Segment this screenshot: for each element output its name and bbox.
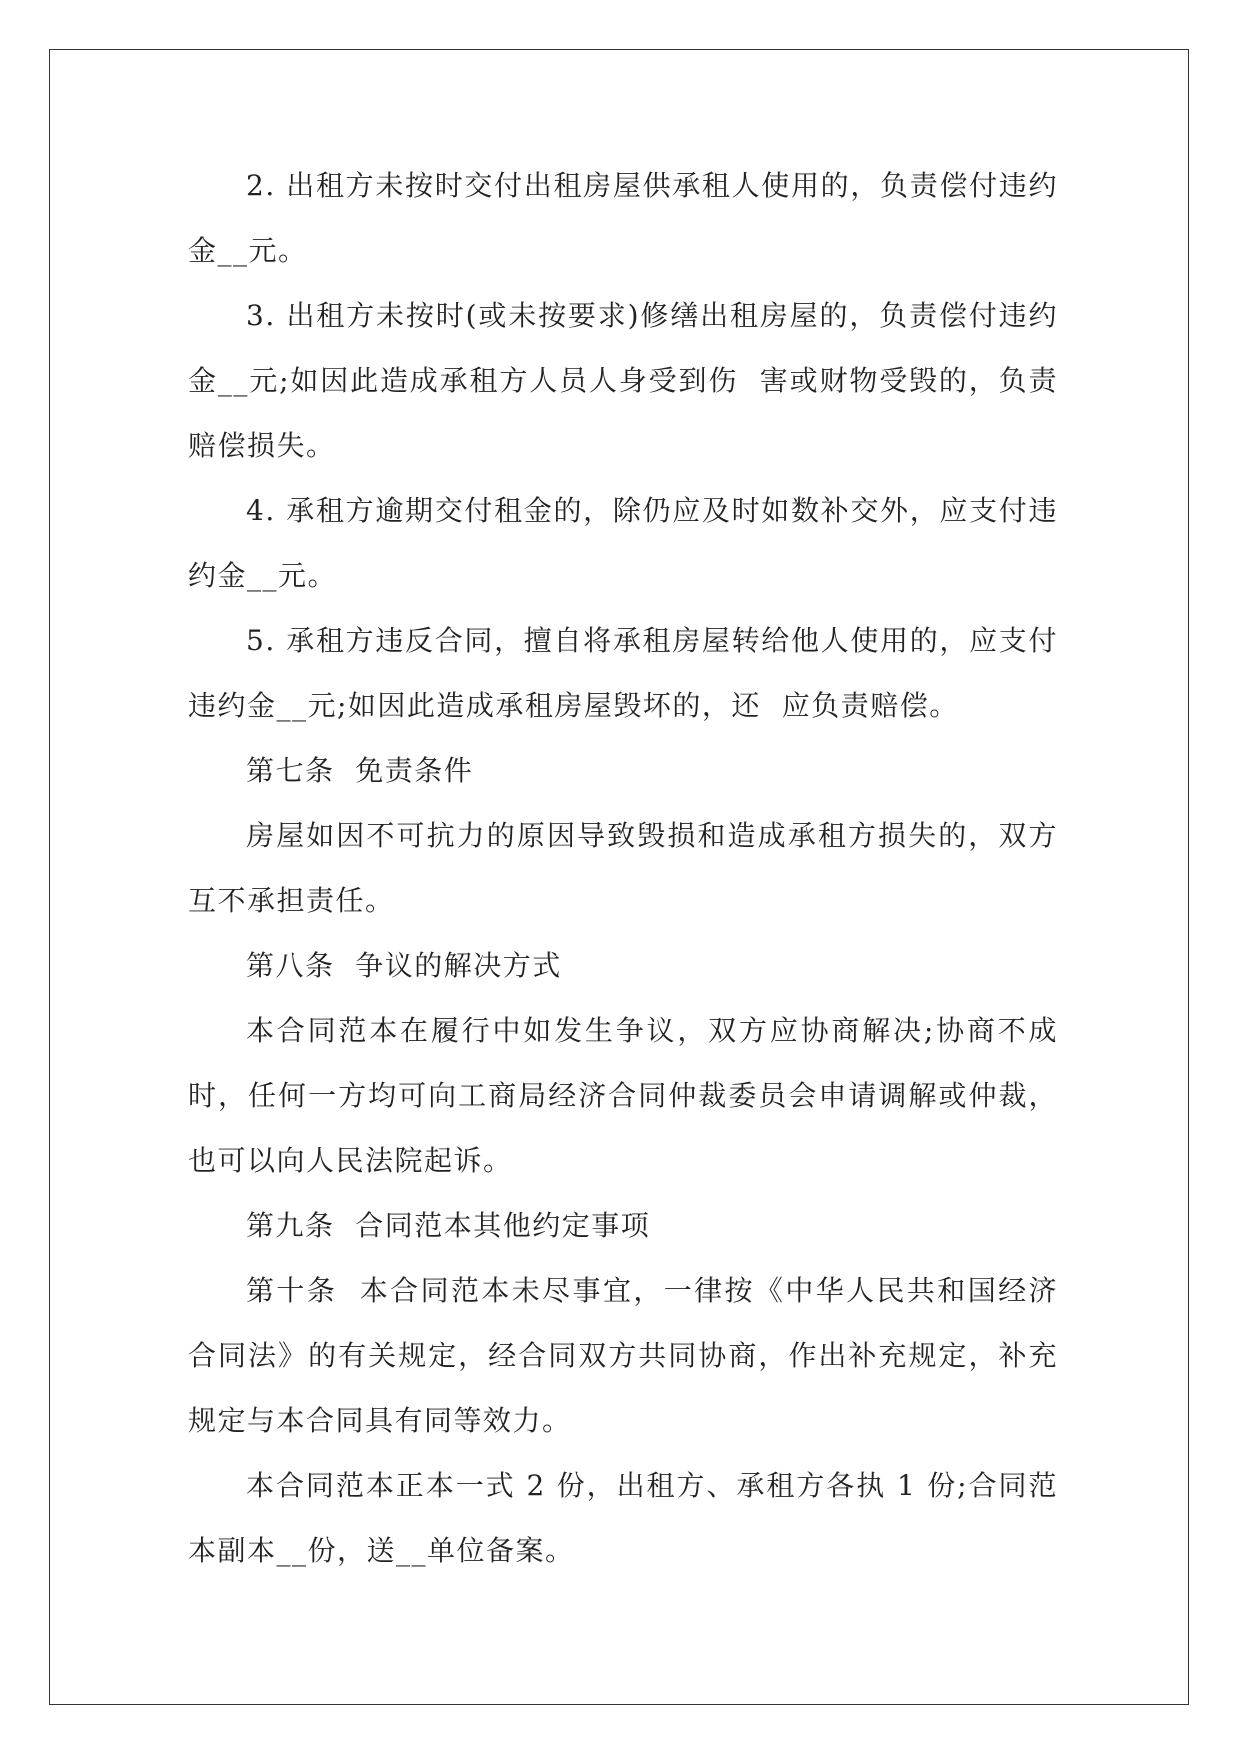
document-body: [188, 153, 1058, 1583]
copies-clause: 本合同范本正本一式 2 份，出租方、承租方各执 1 份;合同范本副本__份，送__单位备案。: [188, 1469, 1058, 1567]
article-7-body: 房屋如因不可抗力的原因导致毁损和造成承租方损失的，双方互不承担责任。: [188, 819, 1058, 917]
clause-5-penalty-sublet: 5. 承租方违反合同，擅自将承租房屋转给他人使用的，应支付违约金__元;如因此造成承租房屋毁坏的，还 应负责赔偿。: [188, 624, 1058, 722]
article-8-body: 本合同范本在履行中如发生争议，双方应协商解决;协商不成时，任何一方均可向工商局经济合同仲裁委员会申请调解或仲裁，也可以向人民法院起诉。: [188, 1014, 1058, 1177]
clause-3-penalty-repair: 3. 出租方未按时(或未按要求)修缮出租房屋的，负责偿付违约金__元;如因此造成承租方人员人身受到伤 害或财物受毁的，负责赔偿损失。: [188, 299, 1058, 462]
article-8-heading: 第八条 争议的解决方式: [246, 949, 562, 982]
article-9-heading: 第九条 合同范本其他约定事项: [246, 1209, 651, 1242]
article-10-body: 第十条 本合同范本未尽事宜，一律按《中华人民共和国经济合同法》的有关规定，经合同双方共同协商，作出补充规定，补充规定与本合同具有同等效力。: [188, 1274, 1058, 1437]
article-7-heading: 第七条 免责条件: [246, 754, 474, 787]
clause-2-penalty-late-delivery: 2. 出租方未按时交付出租房屋供承租人使用的，负责偿付违约金__元。: [188, 169, 1058, 267]
clause-4-penalty-late-rent: 4. 承租方逾期交付租金的，除仍应及时如数补交外，应支付违约金__元。: [188, 494, 1058, 592]
